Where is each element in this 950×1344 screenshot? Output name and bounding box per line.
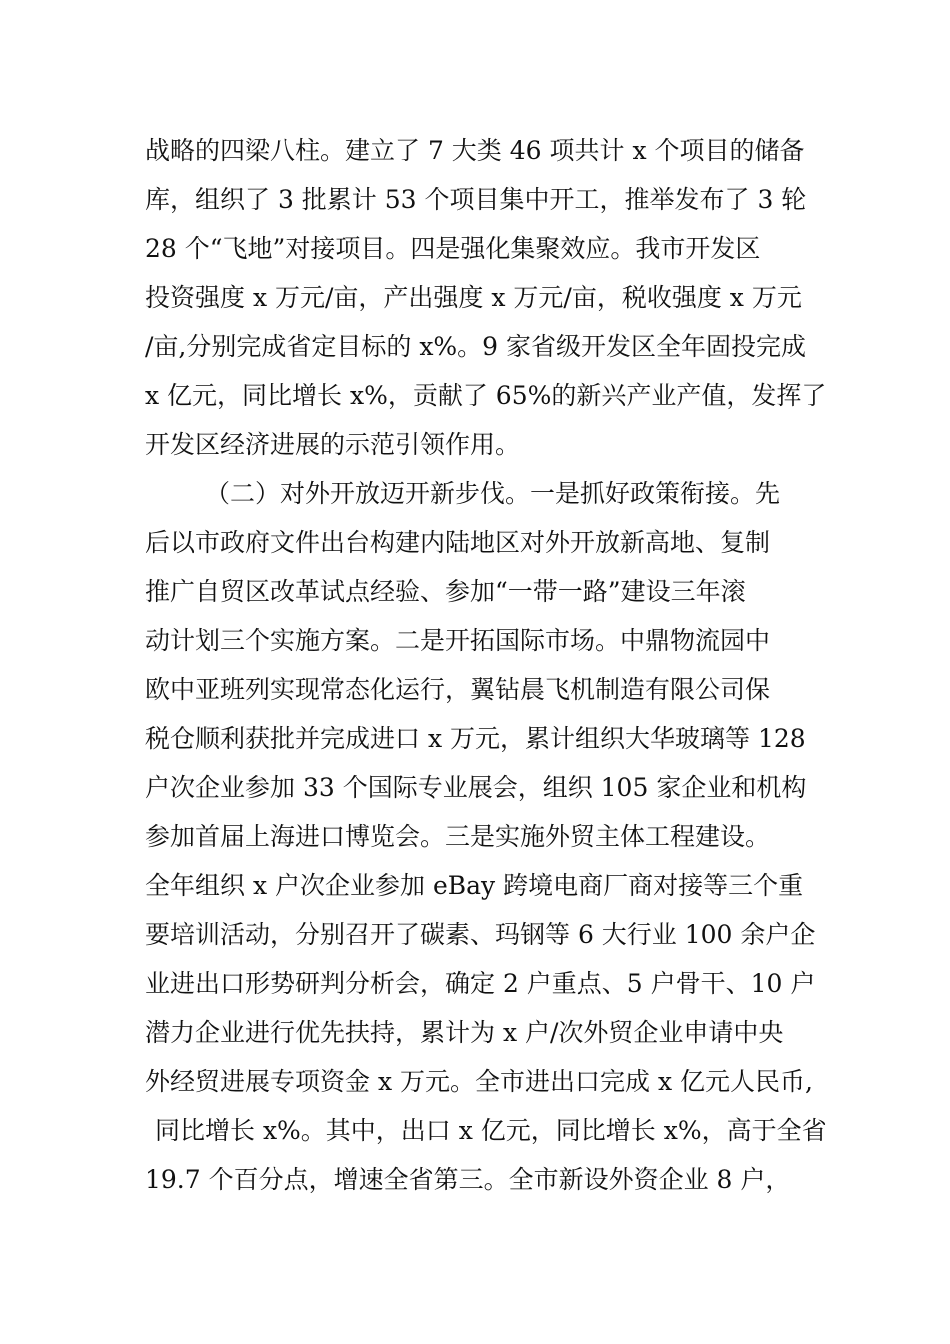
text-line: 欧中亚班列实现常态化运行，翼钻晨飞机制造有限公司保 [145, 675, 771, 704]
text-line: 参加首届上海进口博览会。三是实施外贸主体工程建设。 [145, 822, 771, 851]
text-line: 税仓顺利获批并完成进口 x 万元，累计组织大华玻璃等 128 [145, 724, 806, 753]
text-line: 动计划三个实施方案。二是开拓国际市场。中鼎物流园中 [145, 626, 771, 655]
text-line: 开发区经济进展的示范引领作用。 [145, 430, 521, 459]
text-line: 后以市政府文件出台构建内陆地区对外开放新高地、复制 [145, 528, 771, 557]
text-line: 战略的四梁八柱。建立了 7 大类 46 项共计 x 个项目的储备 [145, 136, 805, 165]
text-line: 要培训活动，分别召开了碳素、玛钢等 6 大行业 100 余户企 [145, 920, 816, 949]
text-line: 推广自贸区改革试点经验、参加“一带一路”建设三年滚 [145, 577, 746, 606]
text-line: 外经贸进展专项资金 x 万元。全市进出口完成 x 亿元人民币, [145, 1067, 813, 1096]
body-text [145, 126, 835, 1204]
text-line: x 亿元，同比增长 x%，贡献了 65%的新兴产业产值，发挥了 [145, 381, 827, 410]
text-line: 户次企业参加 33 个国际专业展会，组织 105 家企业和机构 [145, 773, 807, 802]
text-line: 投资强度 x 万元/亩，产出强度 x 万元/亩，税收强度 x 万元 [145, 283, 802, 312]
text-line: 业进出口形势研判分析会，确定 2 户重点、5 户骨干、10 户 [145, 969, 816, 998]
section-heading-line: （二）对外开放迈开新步伐。一是抓好政策衔接。先 [205, 479, 781, 508]
text-line: 全年组织 x 户次企业参加 eBay 跨境电商厂商对接等三个重 [145, 871, 804, 900]
text-line: /亩,分别完成省定目标的 x%。9 家省级开发区全年固投完成 [145, 332, 807, 361]
text-line: 潜力企业进行优先扶持，累计为 x 户/次外贸企业申请中央 [145, 1018, 784, 1047]
text-line: 同比增长 x%。其中，出口 x 亿元，同比增长 x%，高于全省 [155, 1116, 827, 1145]
text-line: 19.7 个百分点，增速全省第三。全市新设外资企业 8 户， [145, 1165, 791, 1194]
text-line: 库，组织了 3 批累计 53 个项目集中开工，推举发布了 3 轮 [145, 185, 807, 214]
text-line: 28 个“飞地”对接项目。四是强化集聚效应。我市开发区 [145, 234, 761, 263]
